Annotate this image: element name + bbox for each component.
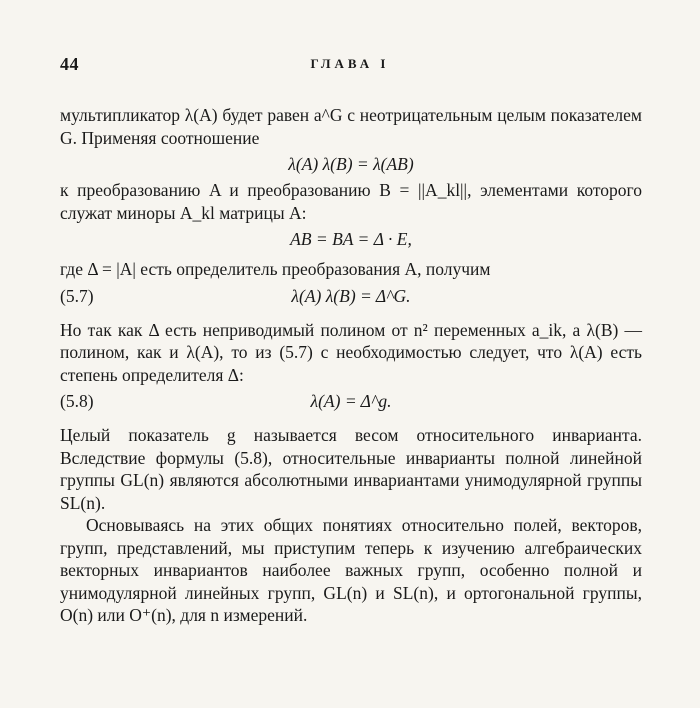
- formula-5-8: [60, 386, 642, 416]
- running-head: [60, 54, 640, 76]
- formula-text: AB = BA = Δ · E,: [290, 229, 412, 249]
- formula-text: λ(A) λ(B) = λ(AB): [288, 154, 414, 174]
- formula-5-7: [60, 281, 642, 311]
- formula-ab-ba: [60, 224, 642, 254]
- formula-text: λ(A) = Δ^g.: [310, 391, 392, 411]
- body-text: [60, 104, 642, 627]
- formula-text: λ(A) λ(B) = Δ^G.: [291, 285, 411, 306]
- paragraph-1: мультипликатор λ(A) будет равен a^G с неотрицательным целым показателем G. Применяя соотношение: [60, 105, 642, 148]
- chapter-title: ГЛАВА I: [310, 56, 390, 71]
- paragraph-5: Целый показатель g называется весом относительного инварианта. Вследствие формулы (5.8), относительные инварианты полной линейной группы GL(n) являются абсолютными инвариантами унимодулярной группы SL(n).: [60, 425, 642, 513]
- page-number: 44: [60, 54, 79, 74]
- paragraph-3: где Δ = |A| есть определитель преобразования A, получим: [60, 259, 491, 279]
- formula-lambda-product: [60, 149, 642, 179]
- formula-label-5-7: (5.7): [60, 285, 94, 306]
- formula-label-5-8: (5.8): [60, 391, 94, 411]
- paragraph-2: к преобразованию A и преобразованию B = ||A_kl||, элементами которого служат миноры A_kl матрицы A:: [60, 180, 642, 223]
- paragraph-6: Основываясь на этих общих понятиях относительно полей, векторов, групп, представлений, мы приступим теперь к изучению алгебраических векторных инвариантов наиболее важных групп, особенно полной и унимодулярной линейных групп, GL(n) и SL(n), и ортогональной группы, O(n) или O⁺(n), для n измерений.: [60, 515, 642, 625]
- paragraph-4: Но так как Δ есть неприводимый полином от n² переменных a_ik, а λ(B) — полином, как и λ(A), то из (5.7) с необходимостью следует, что λ(A) есть степень определителя Δ:: [60, 319, 642, 385]
